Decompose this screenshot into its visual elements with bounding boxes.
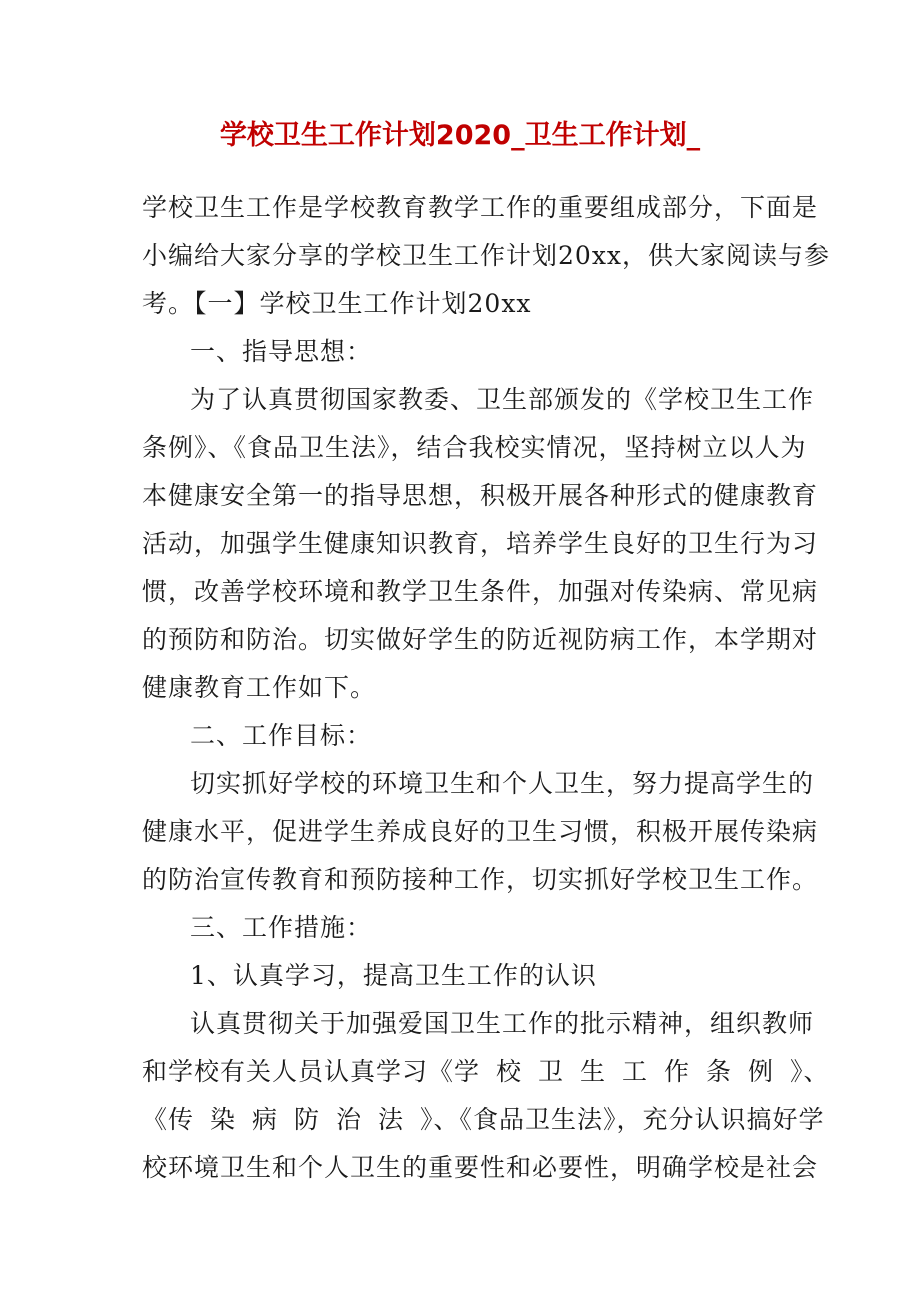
paragraph-line: 条例》、《食品卫生法》，结合我校实情况，坚持树立以人为 xyxy=(142,433,807,462)
paragraph-line: 考。【一】学校卫生工作计划20xx xyxy=(142,289,532,318)
text-run: 《 xyxy=(142,1105,169,1134)
paragraph-line: 校环境卫生和个人卫生的重要性和必要性，明确学校是社会 xyxy=(142,1153,819,1182)
spaced-title: 传染病防治法 xyxy=(168,1105,421,1134)
spaced-title: 学校卫生工作条例 xyxy=(454,1057,791,1086)
text-run: 》、《食品卫生法》，充分认识搞好学 xyxy=(420,1105,825,1134)
paragraph-line: 切实抓好学校的环境卫生和个人卫生，努力提高学生的 xyxy=(190,769,815,798)
paragraph-line: 活动，加强学生健康知识教育，培养学生良好的卫生行为习 xyxy=(142,529,819,558)
paragraph-line xyxy=(142,1104,825,1136)
paragraph-line xyxy=(142,1056,830,1088)
text-run: 和学校有关人员认真学习《 xyxy=(142,1057,455,1086)
section-heading: 一、指导思想： xyxy=(190,337,373,366)
subsection-heading: 1、认真学习，提高卫生工作的认识 xyxy=(190,961,597,990)
paragraph-line: 认真贯彻关于加强爱国卫生工作的批示精神，组织教师 xyxy=(190,1009,815,1038)
paragraph-line: 健康水平，促进学生养成良好的卫生习惯，积极开展传染病 xyxy=(142,817,819,846)
paragraph-line: 学校卫生工作是学校教育教学工作的重要组成部分，下面是 xyxy=(142,193,819,222)
paragraph-line: 惯，改善学校环境和教学卫生条件，加强对传染病、常见病 xyxy=(142,577,819,606)
text-run: 》、 xyxy=(790,1057,830,1086)
section-heading: 三、工作措施： xyxy=(190,913,373,942)
paragraph-line: 的预防和防治。切实做好学生的防近视防病工作，本学期对 xyxy=(142,625,819,654)
paragraph-line: 健康教育工作如下。 xyxy=(142,673,377,702)
paragraph-line: 小编给大家分享的学校卫生工作计划20xx，供大家阅读与参 xyxy=(142,241,831,270)
paragraph-line: 的防治宣传教育和预防接种工作，切实抓好学校卫生工作。 xyxy=(142,865,819,894)
document-title: 学校卫生工作计划2020_卫生工作计划_ xyxy=(219,120,701,151)
paragraph-line: 本健康安全第一的指导思想，积极开展各种形式的健康教育 xyxy=(142,481,819,510)
paragraph-line: 为了认真贯彻国家教委、卫生部颁发的《学校卫生工作 xyxy=(190,385,815,414)
section-heading: 二、工作目标： xyxy=(190,721,373,750)
